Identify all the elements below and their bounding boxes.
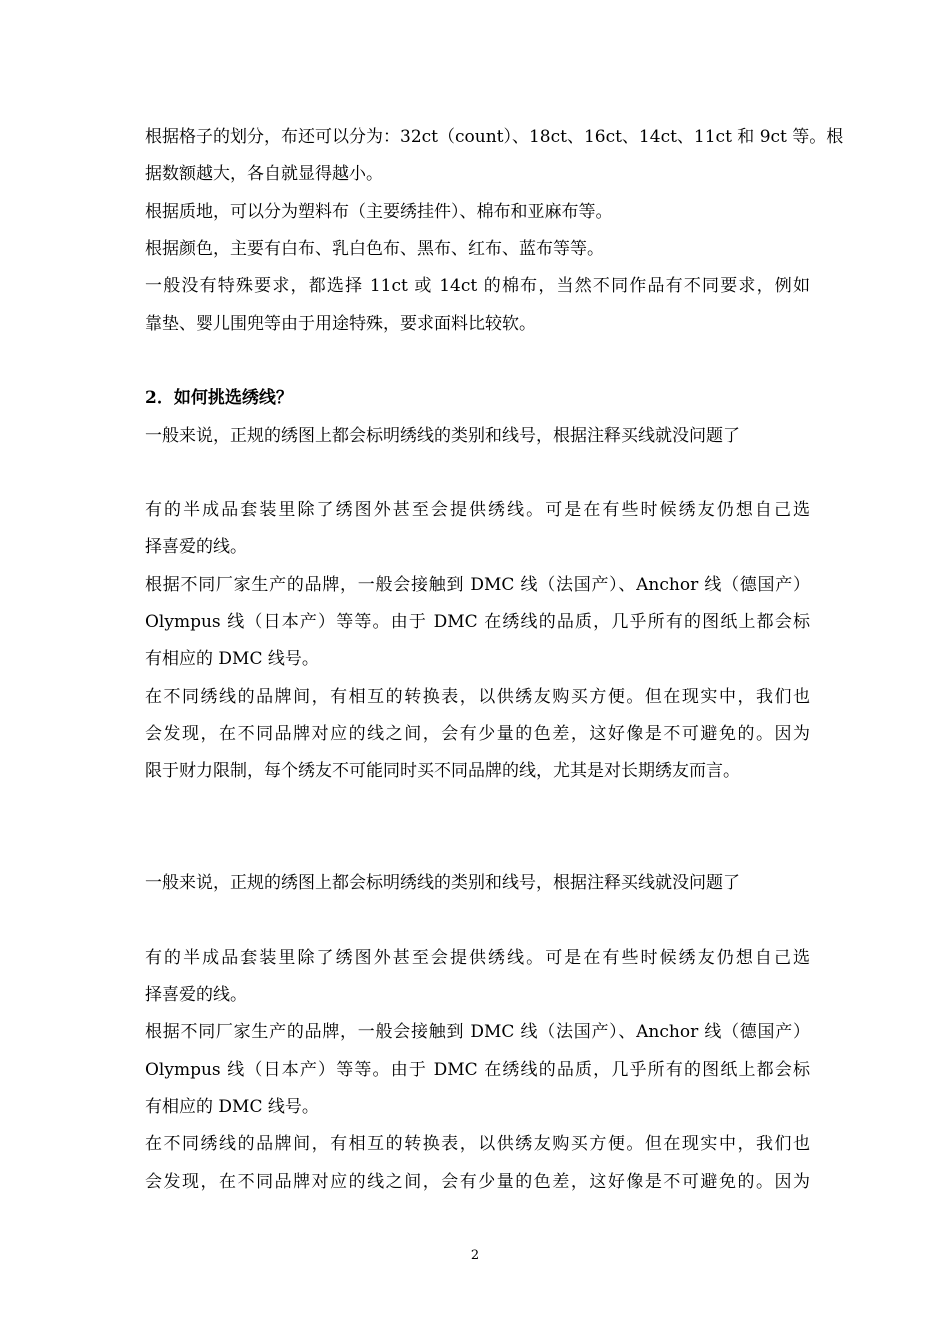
paragraph-line: 会发现，在不同品牌对应的线之间，会有少量的色差，这好像是不可避免的。因为 xyxy=(145,1172,810,1192)
paragraph-line: 靠垫、婴儿围兜等由于用途特殊，要求面料比较软。 xyxy=(145,314,536,334)
paragraph-line: 择喜爱的线。 xyxy=(145,537,247,557)
paragraph-line: 有相应的 DMC 线号。 xyxy=(145,649,319,669)
paragraph-line: 择喜爱的线。 xyxy=(145,985,247,1005)
paragraph-line: 据数额越大，各自就显得越小。 xyxy=(145,164,383,184)
paragraph-line: 在不同绣线的品牌间，有相互的转换表，以供绣友购买方便。但在现实中，我们也 xyxy=(145,687,810,707)
paragraph-line: 在不同绣线的品牌间，有相互的转换表，以供绣友购买方便。但在现实中，我们也 xyxy=(145,1134,810,1154)
paragraph-line: 根据不同厂家生产的品牌，一般会接触到 DMC 线（法国产）、Anchor 线（德国产） xyxy=(145,1022,810,1042)
paragraph-line: Olympus 线（日本产）等等。由于 DMC 在绣线的品质，几乎所有的图纸上都会标 xyxy=(145,1060,810,1080)
page-number: 2 xyxy=(470,1248,480,1263)
paragraph-line: 一般来说，正规的绣图上都会标明绣线的类别和线号，根据注释买线就没问题了 xyxy=(145,426,740,446)
paragraph-line: 有相应的 DMC 线号。 xyxy=(145,1097,319,1117)
paragraph-line: 会发现，在不同品牌对应的线之间，会有少量的色差，这好像是不可避免的。因为 xyxy=(145,724,810,744)
paragraph-line: 限于财力限制，每个绣友不可能同时买不同品牌的线，尤其是对长期绣友而言。 xyxy=(145,761,740,781)
paragraph-line: 根据质地，可以分为塑料布（主要绣挂件）、棉布和亚麻布等。 xyxy=(145,202,613,222)
paragraph-line: 有的半成品套装里除了绣图外甚至会提供绣线。可是在有些时候绣友仍想自己选 xyxy=(145,500,810,520)
paragraph-line: Olympus 线（日本产）等等。由于 DMC 在绣线的品质，几乎所有的图纸上都会标 xyxy=(145,612,810,632)
paragraph-line: 根据格子的划分，布还可以分为：32ct（count）、18ct、16ct、14ct、11ct 和 9ct 等。根 xyxy=(145,127,844,147)
paragraph-line: 一般没有特殊要求，都选择 11ct 或 14ct 的棉布，当然不同作品有不同要求，例如 xyxy=(145,276,810,296)
paragraph-line: 根据颜色，主要有白布、乳白色布、黑布、红布、蓝布等等。 xyxy=(145,239,604,259)
paragraph-line: 一般来说，正规的绣图上都会标明绣线的类别和线号，根据注释买线就没问题了 xyxy=(145,873,740,893)
paragraph-line: 有的半成品套装里除了绣图外甚至会提供绣线。可是在有些时候绣友仍想自己选 xyxy=(145,948,810,968)
paragraph-line: 根据不同厂家生产的品牌，一般会接触到 DMC 线（法国产）、Anchor 线（德国产） xyxy=(145,575,810,595)
section-heading: 2．如何挑选绣线？ xyxy=(145,388,293,408)
